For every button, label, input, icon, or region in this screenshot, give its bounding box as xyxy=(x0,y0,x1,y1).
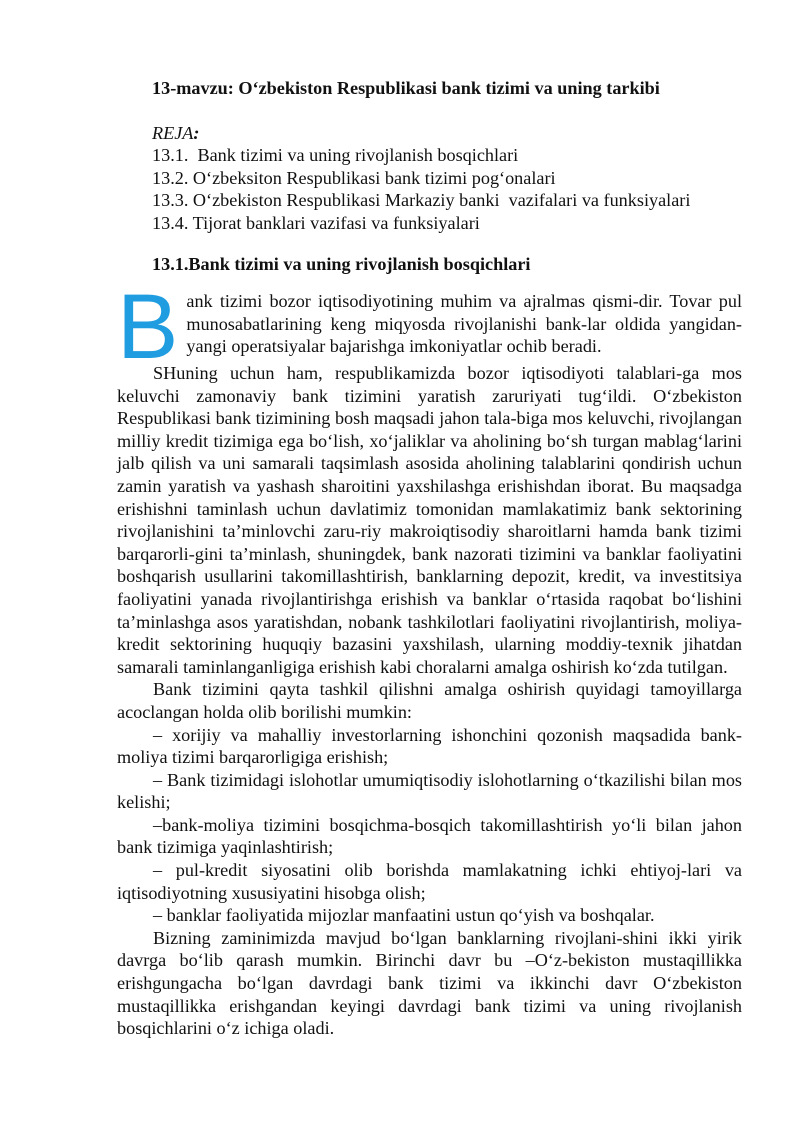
list-item: – pul-kredit siyosatini olib borishda mamlakatning ichki ehtiyoj-lari va iqtisodiyotning xususiyatini hisobga olish; xyxy=(117,860,742,903)
document-title: 13-mavzu: O‘zbekiston Respublikasi bank tizimi va uning tarkibi xyxy=(152,78,660,98)
paragraph: ank tizimi bozor iqtisodiyotining muhim va ajralmas qismi-dir. Tovar pul munosabatlarining keng miqyosda rivojlanishi bank-lar oldida yangidan-yangi operatsiyalar bajarishga imkoniyatlar ochib beradi. xyxy=(186,291,742,357)
list-item: – Bank tizimidagi islohotlar umumiqtisodiy islohotlarning o‘tkazilishi bilan mos kelishi; xyxy=(117,769,742,813)
plan-item: 13.2. O‘zbeksiton Respublikasi bank tizimi pog‘onalari xyxy=(152,167,556,188)
paragraph: Bank tizimini qayta tashkil qilishni amalga oshirish quyidagi tamoyillarga acoclangan holda olib borilishi mumkin: xyxy=(117,679,742,722)
plan-label xyxy=(152,122,199,145)
list-item: – banklar faoliyatida mijozlar manfaatini ustun qo‘yish va boshqalar. xyxy=(153,905,655,926)
body-text xyxy=(117,276,742,1040)
drop-cap-letter: B xyxy=(117,276,179,378)
plan-item: 13.1. Bank tizimi va uning rivojlanish bosqichlari xyxy=(152,145,519,165)
paragraph: Bizning zaminimizda mavjud bo‘lgan banklarning rivojlani-shini ikki yirik davrga bo‘lib qarash mumkin. Birinchi davr bu –O‘z-bekiston mustaqillikka erishgungacha bo‘lgan davrdagi bank tizimi va ikkinchi davr O‘zbekiston mustaqillikka erishgandan keyingi davrdagi bank tizimi va uning rivojlanish bosqichlarini o‘z ichiga oladi. xyxy=(117,927,742,1039)
section-heading: 13.1.Bank tizimi va uning rivojlanish bosqichlari xyxy=(152,254,531,274)
paragraph: SHuning uchun ham, respublikamizda bozor iqtisodiyoti talablari-ga mos keluvchi zamonaviy bank tizimini yaratish zaruriyati tug‘ildi. O‘zbekiston Respublikasi bank tizimining bosh maqsadi jahon tala-biga mos keluvchi, rivojlangan milliy kredit tizimiga ega bo‘lish, xo‘jaliklar va aholining bo‘sh turgan mablag‘larini jalb qilish va uni samarali taqsimlash asosida aholining talablarini qondirish uchun zamin yaratish va yashash sharoitini yaxshilashga erishishdan iborat. Bu maqsadga erishishni taminlash uchun davlatimiz tomonidan mamlakatimiz bank sektorining rivojlanishini ta’minlovchi zaru-riy makroiqtisodiy sharoitlarni hamda bank tizimi barqarorli-gini ta’minlash, shuningdek, bank nazorati tizimini va banklar faoliyatini boshqarish usullarini takomillashtirish, banklarning depozit, kredit, va investitsiya faoliyatini yanada rivojlantirishga erishish va banklar o‘rtasida raqobat bo‘lishini ta’minlashga asos yaratishdan, nobank tashkilotlari faoliyatini rivojlantirish, moliya-kredit sektorining huquqiy bazasini yaxshilash, ularning moddiy-texnik jihatdan samarali taminlanganligiga erishish kabi choralarni amalga oshirish ko‘zda tutilgan. xyxy=(117,363,742,677)
plan-item: 13.4. Tijorat banklari vazifasi va funksiyalari xyxy=(152,212,480,233)
list-item: –bank-moliya tizimini bosqichma-bosqich takomillashtirish yo‘li bilan jahon bank tizimiga yaqinlashtirish; xyxy=(117,814,742,858)
plan-item: 13.3. O‘zbekiston Respublikasi Markaziy banki vazifalari va funksiyalari xyxy=(152,190,691,211)
plan-label-colon: : xyxy=(193,123,200,143)
plan-list xyxy=(152,144,690,234)
plan-label-text: REJA xyxy=(152,123,194,143)
list-item: – xorijiy va mahalliy investorlarning ishonchini qozonish maqsadida bank-moliya tizimi barqarorligiga erishish; xyxy=(117,724,742,768)
